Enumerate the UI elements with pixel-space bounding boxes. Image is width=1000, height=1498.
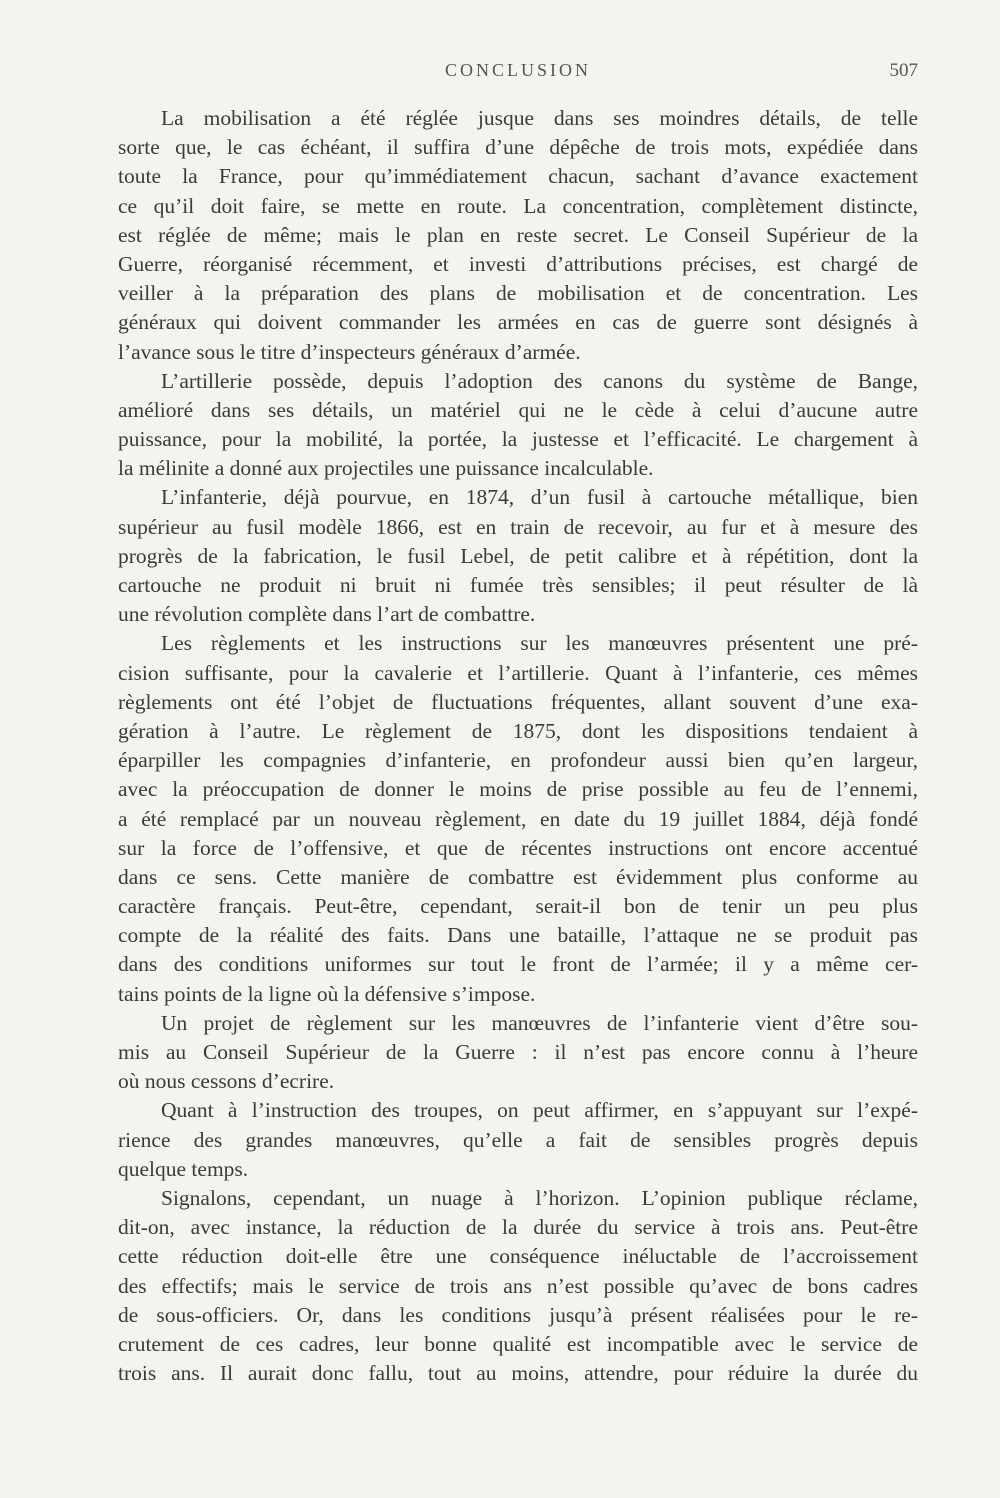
text-line: une révolution complète dans l’art de combattre. [118,602,536,627]
text-line: veiller à la préparation des plans de mobilisation et de concentration. Les [118,281,918,306]
text-line: puissance, pour la mobilité, la portée, la justesse et l’efficacité. Le chargement à [118,427,918,452]
text-line: dit-on, avec instance, la réduction de la durée du service à trois ans. Peut-être [118,1215,918,1240]
text-line: sur la force de l’offensive, et que de récentes instructions ont encore accentué [118,835,918,860]
text-line: de sous-officiers. Or, dans les conditions jusqu’à présent réalisées pour le re- [118,1302,918,1327]
text-line: sorte que, le cas échéant, il suffira d’une dépêche de trois mots, expédiée dans [118,135,918,160]
text-line: quelque temps. [118,1156,249,1181]
text-line: éparpiller les compagnies d’infanterie, en profondeur aussi bien qu’en largeur, [118,748,918,773]
text-line: Quant à l’instruction des troupes, on peut affirmer, en s’appuyant sur l’expé- [161,1098,918,1123]
text-line: caractère français. Peut-être, cependant, serait-il bon de tenir un peu plus [118,894,918,919]
text-line: cartouche ne produit ni bruit ni fumée très sensibles; il peut résulter de là [118,573,918,597]
text-line: gération à l’autre. Le règlement de 1875, dont les dispositions tendaient à [118,718,918,743]
text-line: Guerre, réorganisé récemment, et investi d’attributions précises, est chargé de [118,251,918,276]
text-line: dans ce sens. Cette manière de combattre est évidemment plus conforme au [118,864,918,889]
text-line: règlements ont été l’objet de fluctuations fréquentes, allant souvent d’une exa- [118,689,918,714]
text-line: ce qu’il doit faire, se mette en route. La concentration, complètement distincte, [118,193,918,218]
text-line: trois ans. Il aurait donc fallu, tout au moins, attendre, pour réduire la durée du [118,1361,918,1386]
text-line: Les règlements et les instructions sur les manœuvres présentent une pré- [161,631,918,656]
running-head [118,60,918,86]
text-line: amélioré dans ses détails, un matériel qui ne le cède à celui d’aucune autre [118,397,918,422]
text-line: la mélinite a donné aux projectiles une puissance incalculable. [118,456,654,481]
text-line: rience des grandes manœuvres, qu’elle a fait de sensibles progrès depuis [118,1127,918,1152]
text-line: est réglée de même; mais le plan en reste secret. Le Conseil Supérieur de la [118,222,918,247]
text-line: supérieur au fusil modèle 1866, est en train de recevoir, au fur et à mesure des [118,514,918,539]
text-line: La mobilisation a été réglée jusque dans ses moindres détails, de telle [161,106,918,130]
running-title: CONCLUSION [444,60,591,80]
text-line: crutement de ces cadres, leur bonne qualité est incompatible avec le service de [118,1331,918,1356]
text-line: progrès de la fabrication, le fusil Lebel, de petit calibre et à répétition, dont la [118,543,918,568]
text-line: mis au Conseil Supérieur de la Guerre : il n’est pas encore connu à l’heure [118,1040,918,1064]
text-line: Signalons, cependant, un nuage à l’horizon. L’opinion publique réclame, [161,1185,918,1210]
text-line: où nous cessons d’ecrire. [118,1069,335,1094]
text-line: L’infanterie, déjà pourvue, en 1874, d’un fusil à cartouche métallique, bien [161,485,918,510]
text-line: a été remplacé par un nouveau règlement, en date du 19 juillet 1884, déjà fondé [118,806,918,831]
text-line: des effectifs; mais le service de trois ans n’est possible qu’avec de bons cadres [118,1273,918,1298]
body-text [118,104,918,1388]
text-line: Un projet de règlement sur les manœuvres de l’infanterie vient d’être sou- [161,1010,918,1035]
text-line: toute la France, pour qu’immédiatement chacun, sachant d’avance exactement [118,164,918,189]
page-number: 507 [889,60,918,81]
text-line: compte de la réalité des faits. Dans une bataille, l’attaque ne se produit pas [118,923,918,948]
text-line: généraux qui doivent commander les armées en cas de guerre sont désignés à [118,310,918,335]
text-line: avec la préoccupation de donner le moins de prise possible au feu de l’ennemi, [118,777,918,802]
text-line: cision suffisante, pour la cavalerie et l’artillerie. Quant à l’infanterie, ces mêmes [118,660,918,685]
text-line: cette réduction doit-elle être une conséquence inéluctable de l’accroissement [118,1244,918,1269]
text-line: tains points de la ligne où la défensive s’impose. [118,981,536,1006]
text-line: dans des conditions uniformes sur tout le front de l’armée; il y a même cer- [118,952,918,977]
text-line: l’avance sous le titre d’inspecteurs généraux d’armée. [118,339,581,364]
text-line: L’artillerie possède, depuis l’adoption des canons du système de Bange, [161,368,918,393]
